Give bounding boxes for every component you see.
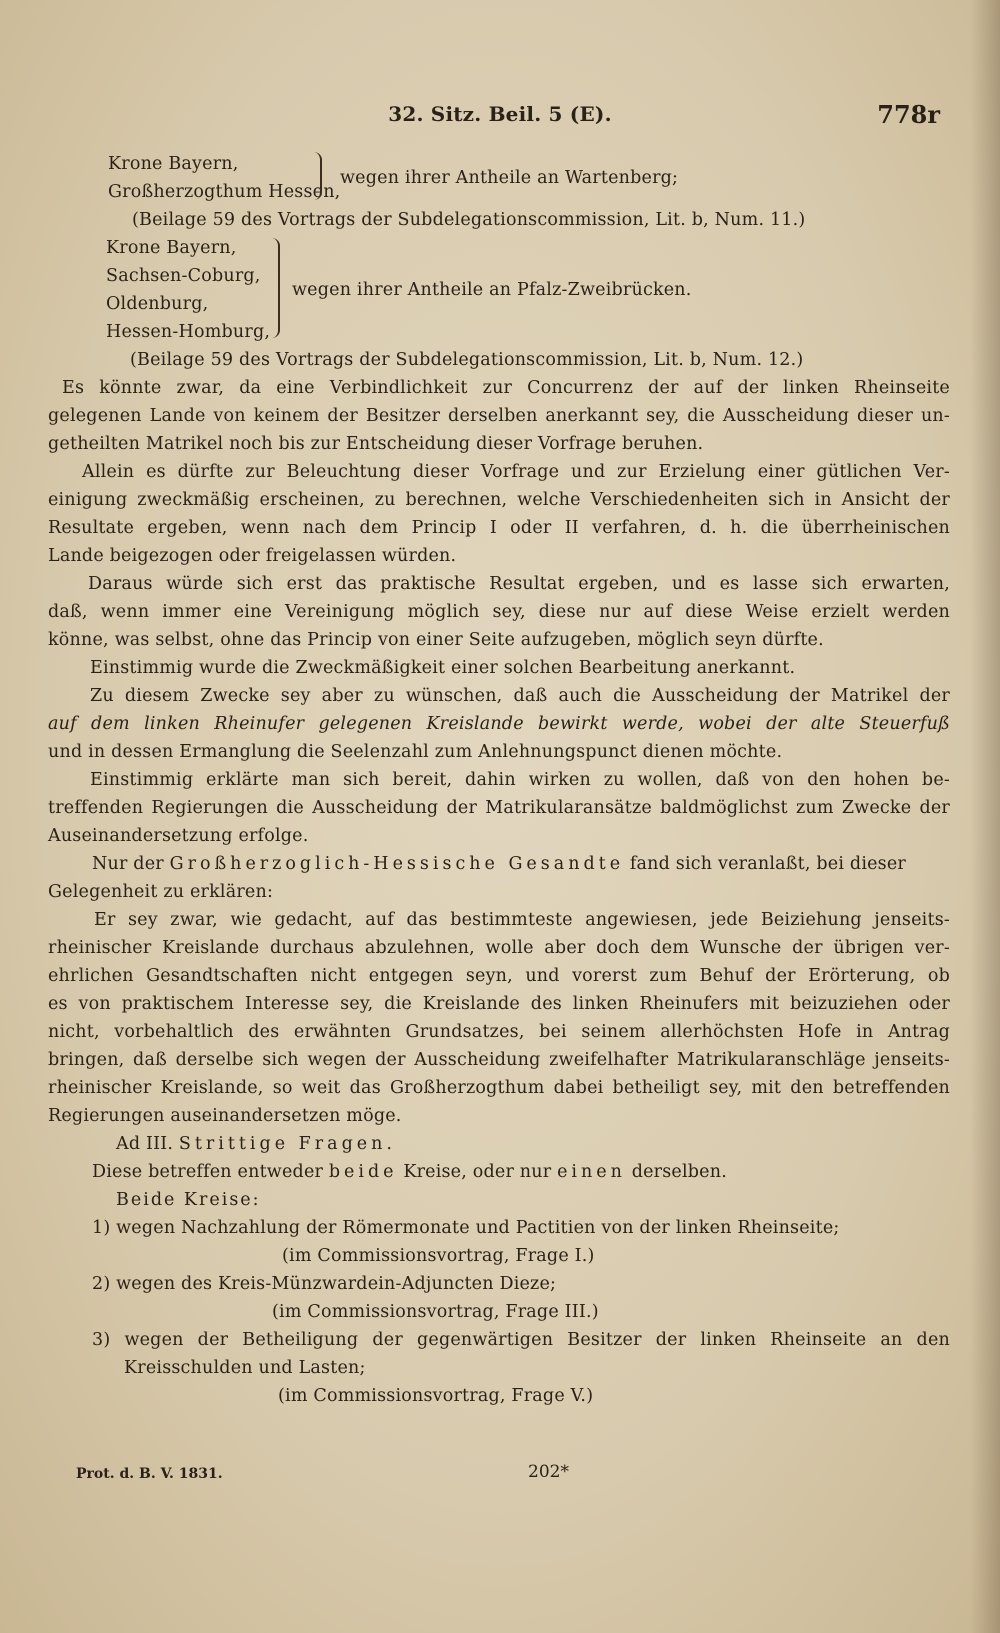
- block2-item-1: Krone Bayern,: [106, 238, 237, 258]
- p7-prefix: Nur der: [92, 854, 164, 874]
- block2-item-3: Oldenburg,: [106, 294, 209, 314]
- p3-line-2: daß, wenn immer eine Vereinigung möglich sey, diese nur auf diese Weise erzielt werden: [48, 602, 950, 622]
- block1-reason: wegen ihrer Antheile an Wartenberg;: [340, 168, 679, 188]
- beide-heading: Beide Kreise:: [116, 1190, 261, 1210]
- p1-line-2: gelegenen Lande von keinem der Besitzer derselben anerkannt sey, die Ausscheidung dieser un-: [48, 406, 950, 426]
- p9-b: beide: [328, 1162, 398, 1182]
- ad3-label: Ad III.: [116, 1134, 174, 1154]
- p8-line-3: ehrlichen Gesandtschaften nicht entgegen seyn, und vorerst zum Behuf der Erörterung, ob: [48, 966, 950, 986]
- p2-line-1: Allein es dürfte zur Beleuchtung dieser Vorfrage und zur Erzielung einer gütlichen Ver-: [82, 462, 950, 482]
- block2-reason: wegen ihrer Antheile an Pfalz-Zweibrücken.: [292, 280, 692, 300]
- block2-item-4: Hessen-Homburg,: [106, 322, 271, 342]
- p1-line-1: Es könnte zwar, da eine Verbindlichkeit zur Concurrenz der auf der linken Rheinseite: [62, 378, 950, 398]
- p9-e: derselben.: [631, 1162, 727, 1182]
- p7-envoy: Großherzoglich-Hessische Gesandte: [169, 854, 625, 874]
- block1-item-1: Krone Bayern,: [108, 154, 239, 174]
- p8-line-1: Er sey zwar, wie gedacht, auf das bestimmteste angewiesen, jede Beiziehung jenseits-: [94, 910, 950, 930]
- p3-line-1: Daraus würde sich erst das praktische Resultat ergeben, und es lasse sich erwarten,: [88, 574, 950, 594]
- list-item-3-ref: (im Commissionsvortrag, Frage V.): [278, 1386, 594, 1406]
- p8-line-5: nicht, vorbehaltlich des erwähnten Grundsatzes, bei seinem allerhöchsten Hofe in Antrag: [48, 1022, 950, 1042]
- p7-line-2: Gelegenheit zu erklären:: [48, 882, 274, 902]
- p8-line-4: es von praktischem Interesse sey, die Kreislande des linken Rheinufers mit beizuziehen oder: [48, 994, 950, 1014]
- block1-brace: [310, 152, 322, 200]
- p9-d: einen: [557, 1162, 626, 1182]
- block1-note: (Beilage 59 des Vortrags der Subdelegationscommission, Lit. b, Num. 11.): [132, 210, 806, 230]
- block2-brace: [268, 238, 280, 338]
- list-item-1-ref: (im Commissionsvortrag, Frage I.): [282, 1246, 595, 1266]
- p9-line: [92, 1158, 950, 1186]
- p8-line-2: rheinischer Kreislande durchaus abzulehnen, wolle aber doch dem Wunsche der übrigen ver-: [48, 938, 950, 958]
- page-header: 32. Sitz. Beil. 5 (E).: [388, 102, 612, 126]
- p2-line-2: einigung zweckmäßig erscheinen, zu berechnen, welche Verschiedenheiten sich in Ansicht der: [48, 490, 950, 510]
- list-item-1: 1) wegen Nachzahlung der Römermonate und Pactitien von der linken Rheinseite;: [92, 1218, 840, 1238]
- p2-line-3: Resultate ergeben, wenn nach dem Princip I oder II verfahren, d. h. die überrheinischen: [48, 518, 950, 538]
- list-item-2: 2) wegen des Kreis-Münzwardein-Adjuncten Dieze;: [92, 1274, 557, 1294]
- p9-a: Diese betreffen entweder: [92, 1162, 324, 1182]
- p4-line-1: Einstimmig wurde die Zweckmäßigkeit einer solchen Bearbeitung anerkannt.: [90, 658, 796, 678]
- block2-item-2: Sachsen-Coburg,: [106, 266, 261, 286]
- p7-line-1: [92, 850, 950, 878]
- footer-signature: Prot. d. B. V. 1831.: [76, 1466, 223, 1482]
- list-item-2-ref: (im Commissionsvortrag, Frage III.): [272, 1302, 599, 1322]
- p6-line-2: treffenden Regierungen die Ausscheidung der Matrikularansätze baldmöglichst zum Zwecke der: [48, 798, 950, 818]
- ad3-title: Strittige Fragen.: [178, 1134, 396, 1154]
- p2-line-4: Lande beigezogen oder freigelassen würden.: [48, 546, 457, 566]
- book-spine-shadow: [970, 0, 1000, 1633]
- p6-line-1: Einstimmig erklärte man sich bereit, dahin wirken zu wollen, daß von den hohen be-: [90, 770, 950, 790]
- list-item-3: 3) wegen der Betheiligung der gegenwärtigen Besitzer der linken Rheinseite an den: [92, 1330, 950, 1350]
- p1-line-3: getheilten Matrikel noch bis zur Entscheidung dieser Vorfrage beruhen.: [48, 434, 704, 454]
- p8-line-6: bringen, daß derselbe sich wegen der Ausscheidung zweifelhafter Matrikularanschläge jenseits-: [48, 1050, 950, 1070]
- p5-line-3: und in dessen Ermanglung die Seelenzahl zum Anlehnungspunct dienen möchte.: [48, 742, 783, 762]
- p5-line-2: auf dem linken Rheinufer gelegenen Kreislande bewirkt werde, wobei der alte Steuerfuß: [48, 714, 950, 734]
- ad3-heading: [116, 1130, 950, 1158]
- p3-line-3: könne, was selbst, ohne das Princip von einer Seite aufzugeben, möglich seyn dürfte.: [48, 630, 824, 650]
- p6-line-3: Auseinandersetzung erfolge.: [48, 826, 309, 846]
- block2-note: (Beilage 59 des Vortrags der Subdelegationscommission, Lit. b, Num. 12.): [130, 350, 804, 370]
- list-item-3-cont: Kreisschulden und Lasten;: [124, 1358, 366, 1378]
- p8-line-8: Regierungen auseinandersetzen möge.: [48, 1106, 402, 1126]
- block1-item-2: Großherzogthum Hessen,: [108, 182, 341, 202]
- p9-c: Kreise, oder nur: [403, 1162, 552, 1182]
- footer-page-ref: 202*: [528, 1462, 569, 1482]
- p7-rest: fand sich veranlaßt, bei dieser: [629, 854, 906, 874]
- page-number: 778r: [877, 100, 940, 129]
- p8-line-7: rheinischer Kreislande, so weit das Großherzogthum dabei betheiligt sey, mit den betreffenden: [48, 1078, 950, 1098]
- p5-line-1: Zu diesem Zwecke sey aber zu wünschen, daß auch die Ausscheidung der Matrikel der: [90, 686, 950, 706]
